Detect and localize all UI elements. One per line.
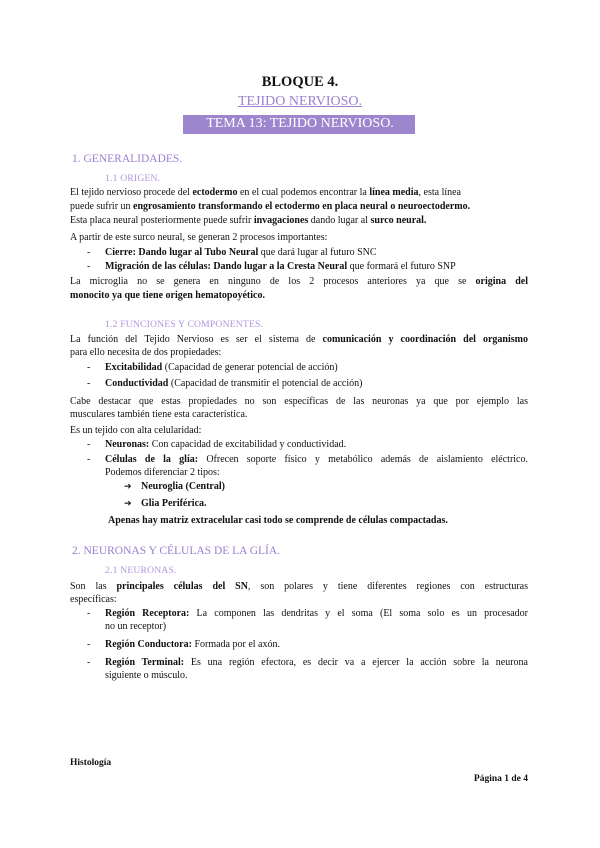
list-bullet: - (87, 439, 91, 450)
list-item: Región Conductora: Formada por el axón. (105, 639, 280, 650)
list-item-continuation: Podemos diferenciar 2 tipos: (105, 467, 220, 478)
paragraph: Cabe destacar que estas propiedades no son específicas de las neuronas ya que por ejemplo las (70, 396, 528, 407)
sub-list-item: Glia Periférica. (141, 498, 207, 509)
sub-list-item: Neuroglia (Central) (141, 481, 225, 492)
theme-title: TEMA 13: TEJIDO NERVIOSO. (206, 116, 394, 131)
paragraph: específicas: (70, 594, 117, 605)
note: Apenas hay matriz extracelular casi todo se comprende de células compactadas. (108, 515, 448, 526)
page-number: Página 1 de 4 (473, 774, 528, 784)
list-item-continuation: siguiente o músculo. (105, 670, 188, 681)
subsection-heading-neuronas: 2.1 NEURONAS. (105, 565, 177, 576)
arrow-icon: ➔ (124, 481, 132, 491)
arrow-icon: ➔ (124, 498, 132, 508)
list-item: Células de la glía: Ofrecen soporte físico y metabólico además de aislamiento eléctrico. (105, 454, 528, 465)
paragraph: La microglia no se genera en ninguno de los 2 procesos anteriores ya que se origina del (70, 276, 528, 287)
list-bullet: - (87, 378, 91, 389)
list-bullet: - (87, 657, 91, 668)
paragraph: para ello necesita de dos propiedades: (70, 347, 222, 358)
list-item: Región Terminal: Es una región efectora, es decir va a ejercer la acción sobre la neurona (105, 657, 528, 668)
section-heading-neuronas: 2. NEURONAS Y CÉLULAS DE LA GLÍA. (72, 545, 281, 557)
block-title: BLOQUE 4. (261, 74, 339, 90)
subsection-heading-origen: 1.1 ORIGEN. (105, 173, 161, 184)
paragraph: Son las principales células del SN, son polares y tiene diferentes regiones con estructuras (70, 581, 528, 592)
list-item: Región Receptora: La componen las dendritas y el soma (El soma solo es un procesador (105, 608, 529, 619)
paragraph: Esta placa neural posteriormente puede sufrir invagaciones dando lugar al surco neural. (70, 215, 427, 226)
list-bullet: - (87, 639, 91, 650)
list-bullet: - (87, 362, 91, 373)
paragraph: monocito ya que tiene origen hematopoyético. (70, 290, 265, 301)
page-title: TEJIDO NERVIOSO. (237, 94, 363, 109)
list-item-continuation: no un receptor) (105, 621, 167, 632)
section-heading-generalidades: 1. GENERALIDADES. (72, 153, 183, 165)
paragraph: A partir de este surco neural, se generan 2 procesos importantes: (70, 232, 328, 243)
paragraph: musculares también tiene esta característica. (70, 409, 248, 420)
list-item: Cierre: Dando lugar al Tubo Neural que dará lugar al futuro SNC (105, 247, 377, 258)
subsection-heading-funciones: 1.2 FUNCIONES Y COMPONENTES. (105, 319, 264, 330)
paragraph: La función del Tejido Nervioso es ser el sistema de comunicación y coordinación del organismo (70, 334, 528, 345)
list-item: Excitabilidad (Capacidad de generar potencial de acción) (105, 362, 338, 373)
paragraph: Es un tejido con alta celularidad: (70, 425, 202, 436)
list-item: Migración de las células: Dando lugar a la Cresta Neural que formará el futuro SNP (105, 261, 456, 272)
footer-subject: Histología (70, 758, 112, 768)
paragraph: puede sufrir un engrosamiento transformando el ectodermo en placa neural o neuroectodermo. (70, 201, 471, 212)
list-bullet: - (87, 608, 91, 619)
list-bullet: - (87, 454, 91, 465)
list-item: Neuronas: Con capacidad de excitabilidad y conductividad. (105, 439, 347, 450)
list-item: Conductividad (Capacidad de transmitir el potencial de acción) (105, 378, 363, 389)
list-bullet: - (87, 261, 91, 272)
paragraph: El tejido nervioso procede del ectodermo en el cual podemos encontrar la línea media, esta línea (70, 187, 461, 198)
list-bullet: - (87, 247, 91, 258)
